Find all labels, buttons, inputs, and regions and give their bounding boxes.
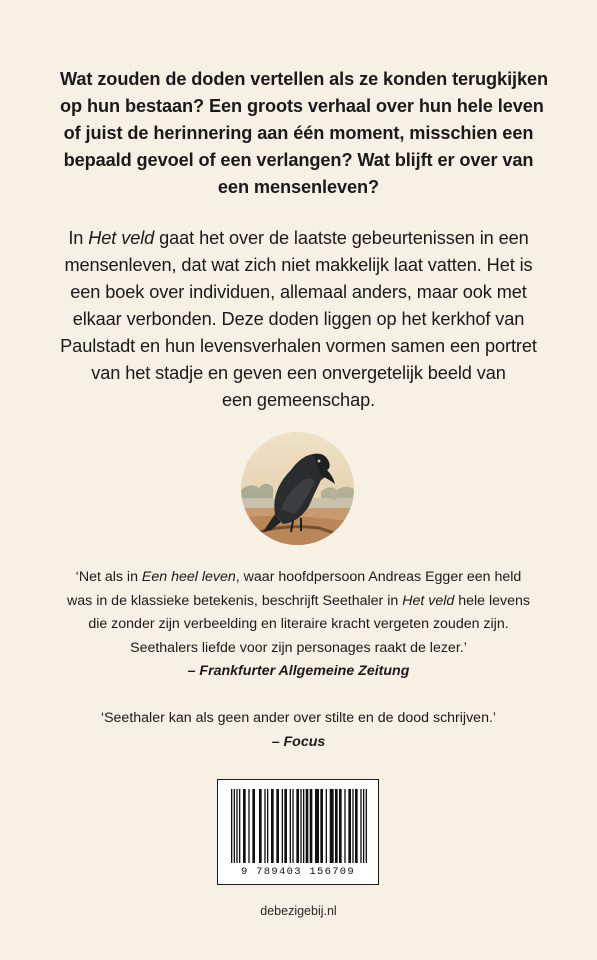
barcode-bar xyxy=(306,789,309,863)
isbn-number: 9 789403 156709 xyxy=(240,866,355,878)
barcode-bar xyxy=(310,789,313,863)
barcode-bar xyxy=(300,789,301,863)
description-line: van het stadje en geven een onvergetelijk beeld van xyxy=(91,363,506,383)
intro-line: of juist de herinnering aan één moment, misschien een xyxy=(63,123,534,143)
barcode-bar xyxy=(252,789,255,863)
barcode-bar xyxy=(315,789,319,863)
isbn-barcode xyxy=(217,779,379,885)
barcode-bar xyxy=(352,789,353,863)
barcode-bar xyxy=(360,789,361,863)
barcode-bar xyxy=(259,789,262,863)
barcode-bar xyxy=(290,789,291,863)
barcode-bar xyxy=(344,789,345,863)
quote-line: Seethalers liefde voor zijn personages raakt de lezer.’ xyxy=(130,639,467,656)
barcode-bar xyxy=(236,789,237,863)
barcode-bar xyxy=(282,789,283,863)
quote-line: die zonder zijn verbeelding en literaire kracht vergeten zouden zijn. xyxy=(88,616,509,632)
description-line: Paulstadt en hun levensverhalen vormen samen een portret xyxy=(60,336,537,356)
barcode-bar xyxy=(267,789,268,863)
quote-text: , waar hoofdpersoon Andreas Egger een held xyxy=(235,569,522,585)
barcode-bar xyxy=(284,789,287,863)
barcode-bar xyxy=(231,789,232,863)
intro-line: op hun bestaan? Een groots verhaal over hun hele leven xyxy=(60,96,544,116)
crow-icon xyxy=(241,432,354,545)
barcode-bar xyxy=(292,789,293,863)
barcode-bar xyxy=(320,789,323,863)
description-line: elkaar verbonden. Deze doden liggen op het kerkhof van xyxy=(72,309,525,329)
quote-text: was in de klassieke betekenis, beschrijft Seethaler in xyxy=(67,592,403,609)
barcode-bar xyxy=(234,789,235,863)
quote-line xyxy=(40,590,557,614)
quote-source: – Focus xyxy=(271,733,326,750)
intro-line: Wat zouden de doden vertellen als ze konden terugkijken xyxy=(60,69,549,89)
description-line: een gemeenschap. xyxy=(221,390,376,410)
review-quote-focus xyxy=(40,707,557,754)
quote-text: ‘Net als in xyxy=(75,569,142,585)
barcode-bar xyxy=(296,789,299,863)
description-line: een boek over individuen, allemaal anders, maar ook met xyxy=(70,282,527,302)
quote-text: hele levens xyxy=(454,592,530,609)
description-text: In xyxy=(68,228,89,248)
quote-book-title: Het veld xyxy=(402,592,455,609)
barcode-bar xyxy=(366,789,367,863)
barcode-bar xyxy=(264,789,265,863)
publisher-website[interactable]: debezigebij.nl xyxy=(260,904,337,918)
description-line: mensenleven, dat wat zich niet makkelijk laat vatten. Het is xyxy=(64,255,533,275)
review-quote-faz xyxy=(40,566,557,684)
barcode-bar xyxy=(303,789,304,863)
quote-line xyxy=(40,566,557,590)
quote-source: – Frankfurter Allgemeine Zeitung xyxy=(187,663,410,679)
description-paragraph xyxy=(60,225,537,414)
barcode-bar xyxy=(335,789,338,863)
barcode-bar xyxy=(355,789,358,863)
barcode-bar xyxy=(239,789,240,863)
description-text: gaat het over de laatste gebeurtenissen in een xyxy=(154,228,529,248)
intro-paragraph xyxy=(60,66,549,201)
barcode-bar xyxy=(248,789,249,863)
quote-book-title: Een heel leven xyxy=(141,569,236,585)
barcode-icon xyxy=(231,789,367,863)
barcode-bar xyxy=(276,789,279,863)
barcode-bar xyxy=(271,789,274,863)
intro-line: een mensenleven? xyxy=(217,177,380,197)
barcode-bar xyxy=(330,789,334,863)
intro-line: bepaald gevoel of een verlangen? Wat blijft er over van xyxy=(63,150,534,170)
barcode-bar xyxy=(348,789,351,863)
description-line xyxy=(60,225,537,252)
book-title: Het veld xyxy=(88,228,155,248)
barcode-bar xyxy=(326,789,327,863)
barcode-bar xyxy=(339,789,342,863)
barcode-bar xyxy=(243,789,246,863)
quote-line: ‘Seethaler kan als geen ander over stilte en de dood schrijven.’ xyxy=(100,710,497,726)
barcode-bar xyxy=(363,789,364,863)
crow-illustration xyxy=(241,432,354,545)
